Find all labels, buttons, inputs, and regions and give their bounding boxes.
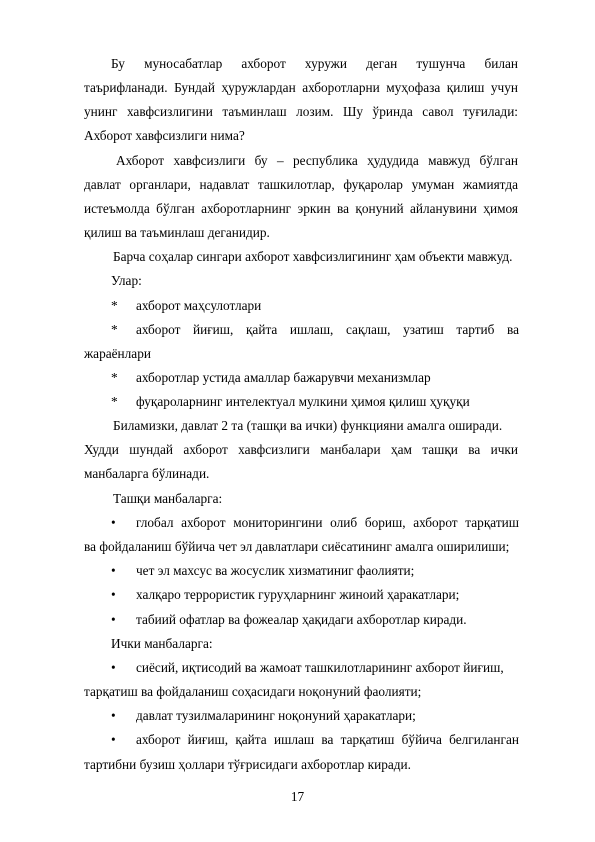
- list-item: ахборотлар устида амаллар бажарувчи механизмлар: [136, 370, 431, 385]
- list-item: халқаро террористик гуруҳларнинг жиноий ҳаракатлари;: [136, 587, 460, 602]
- paragraph-1-line-3: унинг хавфсизлигини таъминлаш лозим. Шу ўринда савол туғилади:: [84, 104, 518, 119]
- list-item-continuation: ва фойдаланиш бўйича чет эл давлатлари сиёсатининг амалга оширилиши;: [84, 539, 510, 554]
- paragraph-4-line-1: Биламизки, давлат 2 та (ташқи ва ички) функцияни амалга оширади.: [113, 418, 503, 433]
- list-marker: •: [111, 612, 116, 627]
- paragraph-1-line-4: Ахборот хавфсизлиги нима?: [84, 128, 245, 143]
- list-item: табиий офатлар ва фожеалар ҳақидаги ахборотлар киради.: [136, 612, 467, 627]
- list-marker: *: [111, 370, 118, 385]
- list-item: фуқароларнинг интелектуал мулкини ҳимоя қилиш ҳуқуқи: [136, 394, 470, 409]
- list-item: сиёсий, иқтисодий ва жамоат ташкилотларининг ахборот йиғиш,: [136, 660, 504, 675]
- objects-intro: Улар:: [111, 273, 142, 288]
- list-marker: •: [111, 732, 116, 747]
- list-marker: *: [111, 298, 118, 313]
- paragraph-2-line-1: Ахборот хавфсизлиги бу – республика ҳудудида мавжуд бўлган: [116, 153, 518, 168]
- paragraph-4-line-2: Худди шундай ахборот хавфсизлиги манбалари ҳам ташқи ва ички: [84, 442, 518, 457]
- internal-intro: Ички манбаларга:: [111, 636, 213, 651]
- paragraph-2-line-4: қилиш ва таъминлаш деганидир.: [84, 225, 270, 240]
- list-item: ахборот йиғиш, қайта ишлаш ва тарқатиш бўйича белгиланган: [136, 732, 519, 747]
- paragraph-2-line-3: истеъмолда бўлган ахборотларнинг эркин ва қонуний айланувини ҳимоя: [84, 201, 518, 216]
- paragraph-2-line-2: давлат органлари, надавлат ташкилотлар, фуқаролар умуман жамиятда: [84, 177, 518, 192]
- list-item: ахборот йиғиш, қайта ишлаш, сақлаш, узатиш тартиб ва: [136, 322, 519, 337]
- list-marker: *: [111, 394, 118, 409]
- list-marker: *: [111, 322, 118, 337]
- list-marker: •: [111, 515, 116, 530]
- list-marker: •: [111, 660, 116, 675]
- list-item-continuation: тартибни бузиш ҳоллари тўғрисидаги ахборотлар киради.: [84, 757, 411, 772]
- paragraph-3: Барча соҳалар сингари ахборот хавфсизлигининг ҳам объекти мавжуд.: [113, 249, 513, 264]
- list-item: давлат тузилмаларининг ноқонуний ҳаракатлари;: [136, 708, 416, 723]
- page-number: 17: [290, 789, 305, 804]
- list-marker: •: [111, 563, 116, 578]
- external-intro: Ташқи манбаларга:: [113, 491, 223, 506]
- paragraph-1-line-2: таърифланади. Бундай ҳуружлардан ахборотларни муҳофаза қилиш учун: [84, 80, 518, 95]
- paragraph-1-line-1: Бу муносабатлар ахборот хуружи деган тушунча билан: [111, 56, 518, 71]
- list-item-continuation: жараёнлари: [84, 346, 151, 361]
- list-item: глобал ахборот мониторингини олиб бориш, ахборот тарқатиш: [136, 515, 519, 530]
- paragraph-4-line-3: манбаларга бўлинади.: [84, 466, 210, 481]
- list-marker: •: [111, 708, 116, 723]
- list-item-continuation: тарқатиш ва фойдаланиш соҳасидаги ноқонуний фаолияти;: [84, 684, 422, 699]
- list-item: чет эл махсус ва жосуслик хизматиниг фаолияти;: [136, 563, 415, 578]
- list-marker: •: [111, 587, 116, 602]
- list-item: ахборот маҳсулотлари: [136, 298, 262, 313]
